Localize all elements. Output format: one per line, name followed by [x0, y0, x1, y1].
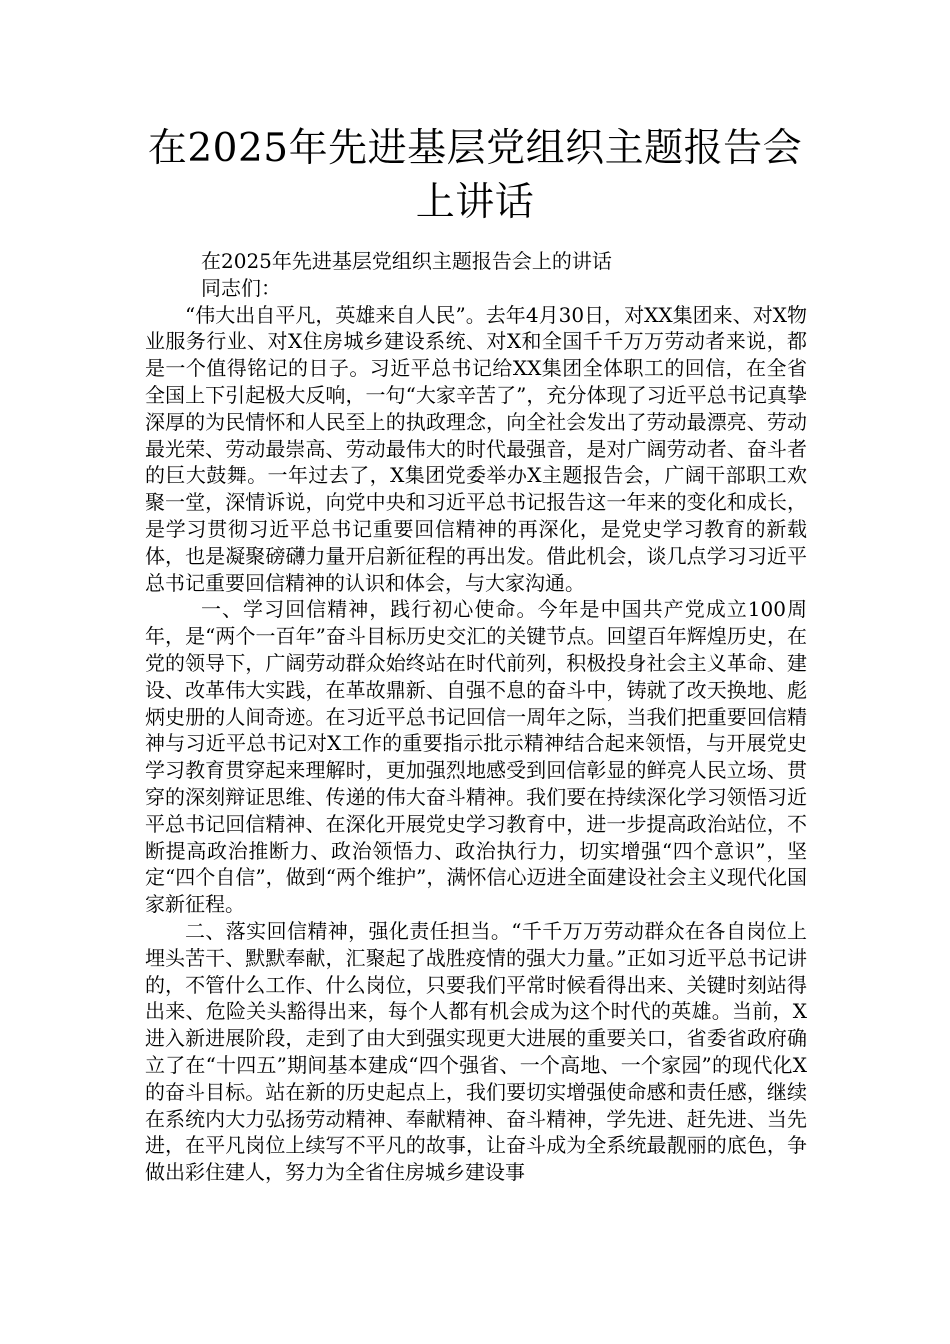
paragraph-section-2: 二、落实回信精神，强化责任担当。“千千万万劳动群众在各自岗位上埋头苦干、默默奉献，汇聚起了战胜疫情的强大力量。”正如习近平总书记讲的，不管什么工作、什么岗位，只要我们平常时候看得出来、关键时刻站得出来、危险关头豁得出来，每个人都有机会成为这个时代的英雄。当前，X进入新进展阶段，走到了由大到强实现更大进展的重要关口，省委省政府确立了在“十四五”期间基本建成“四个强省、一个高地、一个家园”的现代化X的奋斗目标。站在新的历史起点上，我们要切实增强使命感和责任感，继续在系统内大力弘扬劳动精神、奉献精神、奋斗精神，学先进、赶先进、当先进，在平凡岗位上续写不平凡的故事，让奋斗成为全系统最靓丽的底色，争做出彩住建人，努力为全省住房城乡建设事 [145, 918, 807, 1185]
document-body [145, 248, 807, 1186]
paragraph-intro: “伟大出自平凡，英雄来自人民”。去年4月30日，对XX集团来、对X物业服务行业、对X住房城乡建设系统、对X和全国千千万万劳动者来说，都是一个值得铭记的日子。习近平总书记给XX集团全体职工的回信，在全省全国上下引起极大反响，一句“大家辛苦了”，充分体现了习近平总书记真挚深厚的为民情怀和人民至上的执政理念，向全社会发出了劳动最漂亮、劳动最光荣、劳动最崇高、劳动最伟大的时代最强音，是对广阔劳动者、奋斗者的巨大鼓舞。一年过去了，X集团党委举办X主题报告会，广阔干部职工欢聚一堂，深情诉说，向党中央和习近平总书记报告这一年来的变化和成长，是学习贯彻习近平总书记重要回信精神的再深化，是党史学习教育的新载体，也是凝聚磅礴力量开启新征程的再出发。借此机会，谈几点学习习近平总书记重要回信精神的认识和体会，与大家沟通。 [145, 302, 807, 595]
salutation: 同志们： [201, 275, 281, 300]
document-title: 在2025年先进基层党组织主题报告会上讲话 [147, 126, 803, 225]
document-subtitle: 在2025年先进基层党组织主题报告会上的讲话 [201, 249, 612, 273]
paragraph-section-1: 一、学习回信精神，践行初心使命。今年是中国共产党成立100周年，是“两个一百年”奋斗目标历史交汇的关键节点。回望百年辉煌历史，在党的领导下，广阔劳动群众始终站在时代前列，积极投身社会主义革命、建设、改革伟大实践，在革故鼎新、自强不息的奋斗中，铸就了改天换地、彪炳史册的人间奇迹。在习近平总书记回信一周年之际，当我们把重要回信精神与习近平总书记对X工作的重要指示批示精神结合起来领悟，与开展党史学习教育贯穿起来理解时，更加强烈地感受到回信彰显的鲜亮人民立场、贯穿的深刻辩证思维、传递的伟大奋斗精神。我们要在持续深化学习领悟习近平总书记回信精神、在深化开展党史学习教育中，进一步提高政治站位，不断提高政治推断力、政治领悟力、政治执行力，切实增强“四个意识”，坚定“四个自信”，做到“两个维护”，满怀信心迈进全面建设社会主义现代化国家新征程。 [145, 597, 807, 917]
